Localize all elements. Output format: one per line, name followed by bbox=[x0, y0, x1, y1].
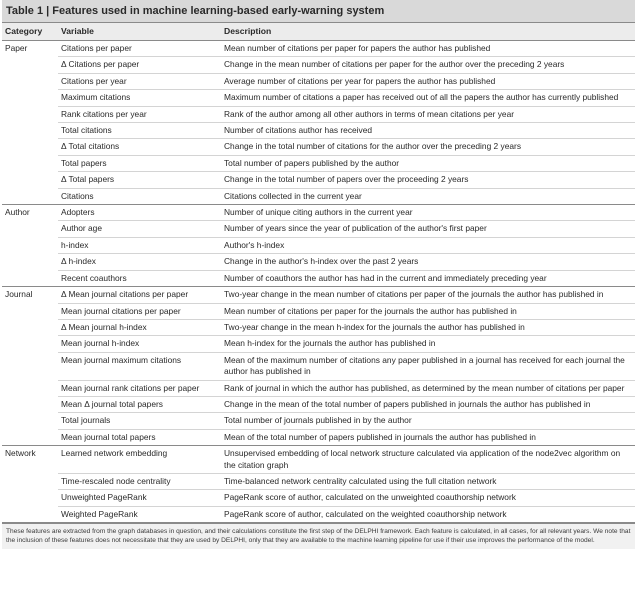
variable-cell: Total journals bbox=[58, 413, 221, 429]
category-cell bbox=[2, 303, 58, 319]
description-cell: Change in the author's h-index over the past 2 years bbox=[221, 254, 635, 270]
description-cell: Total number of papers published by the author bbox=[221, 155, 635, 171]
variable-cell: Unweighted PageRank bbox=[58, 490, 221, 506]
table-label: Table 1 | bbox=[6, 5, 50, 17]
features-table bbox=[2, 22, 635, 523]
table-row bbox=[2, 237, 635, 253]
header-variable: Variable bbox=[58, 23, 221, 41]
category-cell bbox=[2, 73, 58, 89]
table-row bbox=[2, 90, 635, 106]
table-row bbox=[2, 396, 635, 412]
category-cell bbox=[2, 473, 58, 489]
table-row bbox=[2, 506, 635, 522]
table-row bbox=[2, 205, 635, 221]
variable-cell: Mean journal total papers bbox=[58, 429, 221, 445]
variable-cell: Mean journal maximum citations bbox=[58, 352, 221, 380]
description-cell: Average number of citations per year for papers the author has published bbox=[221, 73, 635, 89]
table-row bbox=[2, 155, 635, 171]
table-body bbox=[2, 41, 635, 523]
category-cell: Paper bbox=[2, 41, 58, 57]
description-cell: Citations collected in the current year bbox=[221, 188, 635, 204]
variable-cell: Citations bbox=[58, 188, 221, 204]
description-cell: Change in the total number of citations for the author over the preceding 2 years bbox=[221, 139, 635, 155]
table-row bbox=[2, 352, 635, 380]
table-row bbox=[2, 287, 635, 303]
category-cell bbox=[2, 139, 58, 155]
table-row bbox=[2, 221, 635, 237]
description-cell: Change in the mean of the total number of papers published in journals the author has published in bbox=[221, 396, 635, 412]
variable-cell: Δ Total papers bbox=[58, 172, 221, 188]
description-cell: Mean of the total number of papers published in journals the author has published in bbox=[221, 429, 635, 445]
category-cell bbox=[2, 221, 58, 237]
table-row bbox=[2, 413, 635, 429]
variable-cell: Time-rescaled node centrality bbox=[58, 473, 221, 489]
category-cell: Network bbox=[2, 446, 58, 474]
description-cell: Mean number of citations per paper for papers the author has published bbox=[221, 41, 635, 57]
description-cell: Two-year change in the mean h-index for the journals the author has published in bbox=[221, 319, 635, 335]
category-cell bbox=[2, 490, 58, 506]
table-row bbox=[2, 41, 635, 57]
table-row bbox=[2, 106, 635, 122]
category-cell bbox=[2, 380, 58, 396]
table-row bbox=[2, 123, 635, 139]
variable-cell: Δ Mean journal h-index bbox=[58, 319, 221, 335]
table-row bbox=[2, 319, 635, 335]
variable-cell: Δ h-index bbox=[58, 254, 221, 270]
description-cell: Two-year change in the mean number of citations per paper of the journals the author has published in bbox=[221, 287, 635, 303]
variable-cell: Adopters bbox=[58, 205, 221, 221]
table-row bbox=[2, 429, 635, 445]
description-cell: Change in the mean number of citations per paper for the author over the preceding 2 years bbox=[221, 57, 635, 73]
description-cell: Time-balanced network centrality calculated using the full citation network bbox=[221, 473, 635, 489]
table-row bbox=[2, 473, 635, 489]
variable-cell: Δ Total citations bbox=[58, 139, 221, 155]
category-cell bbox=[2, 396, 58, 412]
variable-cell: Learned network embedding bbox=[58, 446, 221, 474]
header-row bbox=[2, 23, 635, 41]
description-cell: Rank of the author among all other authors in terms of mean citations per year bbox=[221, 106, 635, 122]
variable-cell: Rank citations per year bbox=[58, 106, 221, 122]
category-cell bbox=[2, 90, 58, 106]
description-cell: Number of years since the year of publication of the author's first paper bbox=[221, 221, 635, 237]
variable-cell: Recent coauthors bbox=[58, 270, 221, 286]
category-cell bbox=[2, 413, 58, 429]
category-cell: Author bbox=[2, 205, 58, 221]
category-cell bbox=[2, 352, 58, 380]
variable-cell: Mean journal citations per paper bbox=[58, 303, 221, 319]
category-cell bbox=[2, 172, 58, 188]
variable-cell: h-index bbox=[58, 237, 221, 253]
description-cell: PageRank score of author, calculated on the weighted coauthorship network bbox=[221, 506, 635, 522]
table-footnote: These features are extracted from the graph databases in question, and their calculations constitute the first step of the DELPHI framework. Each feature is calculated, in all cases, for all relevant years. We note that the inclusion of these features does not necessitate that they are used by DELPHI, only that they are available to the machine learning pipeline for use if their use improves the performance of the model. bbox=[2, 523, 635, 549]
variable-cell: Citations per paper bbox=[58, 41, 221, 57]
table-row bbox=[2, 270, 635, 286]
description-cell: Maximum number of citations a paper has received out of all the papers the author has currently published bbox=[221, 90, 635, 106]
header-description: Description bbox=[221, 23, 635, 41]
variable-cell: Mean journal h-index bbox=[58, 336, 221, 352]
table-row bbox=[2, 336, 635, 352]
variable-cell: Maximum citations bbox=[58, 90, 221, 106]
description-cell: Mean number of citations per paper for the journals the author has published in bbox=[221, 303, 635, 319]
description-cell: Author's h-index bbox=[221, 237, 635, 253]
table-row bbox=[2, 172, 635, 188]
description-cell: Total number of journals published in by the author bbox=[221, 413, 635, 429]
category-cell bbox=[2, 57, 58, 73]
description-cell: Number of coauthors the author has had in the current and immediately preceding year bbox=[221, 270, 635, 286]
table-row bbox=[2, 73, 635, 89]
category-cell bbox=[2, 336, 58, 352]
description-cell: Mean of the maximum number of citations any paper published in a journal has received for each journal the author has published in bbox=[221, 352, 635, 380]
category-cell bbox=[2, 188, 58, 204]
category-cell bbox=[2, 319, 58, 335]
table-row bbox=[2, 254, 635, 270]
variable-cell: Author age bbox=[58, 221, 221, 237]
variable-cell: Total papers bbox=[58, 155, 221, 171]
table-row bbox=[2, 139, 635, 155]
variable-cell: Δ Mean journal citations per paper bbox=[58, 287, 221, 303]
table-caption bbox=[2, 0, 635, 22]
table-title: Features used in machine learning-based early-warning system bbox=[52, 5, 385, 17]
category-cell bbox=[2, 254, 58, 270]
category-cell bbox=[2, 155, 58, 171]
category-cell bbox=[2, 106, 58, 122]
header-category: Category bbox=[2, 23, 58, 41]
variable-cell: Mean Δ journal total papers bbox=[58, 396, 221, 412]
category-cell bbox=[2, 429, 58, 445]
description-cell: Number of unique citing authors in the current year bbox=[221, 205, 635, 221]
table-row bbox=[2, 303, 635, 319]
table-row bbox=[2, 380, 635, 396]
description-cell: Rank of journal in which the author has published, as determined by the mean number of citations per paper bbox=[221, 380, 635, 396]
description-cell: PageRank score of author, calculated on the unweighted coauthorship network bbox=[221, 490, 635, 506]
category-cell bbox=[2, 270, 58, 286]
description-cell: Mean h-index for the journals the author has published in bbox=[221, 336, 635, 352]
category-cell bbox=[2, 506, 58, 522]
category-cell bbox=[2, 237, 58, 253]
table-row bbox=[2, 57, 635, 73]
table-row bbox=[2, 446, 635, 474]
variable-cell: Δ Citations per paper bbox=[58, 57, 221, 73]
variable-cell: Weighted PageRank bbox=[58, 506, 221, 522]
table-row bbox=[2, 490, 635, 506]
description-cell: Change in the total number of papers over the proceeding 2 years bbox=[221, 172, 635, 188]
variable-cell: Total citations bbox=[58, 123, 221, 139]
variable-cell: Citations per year bbox=[58, 73, 221, 89]
description-cell: Unsupervised embedding of local network structure calculated via application of the node2vec algorithm on the citation graph bbox=[221, 446, 635, 474]
table-row bbox=[2, 188, 635, 204]
description-cell: Number of citations author has received bbox=[221, 123, 635, 139]
category-cell: Journal bbox=[2, 287, 58, 303]
variable-cell: Mean journal rank citations per paper bbox=[58, 380, 221, 396]
category-cell bbox=[2, 123, 58, 139]
